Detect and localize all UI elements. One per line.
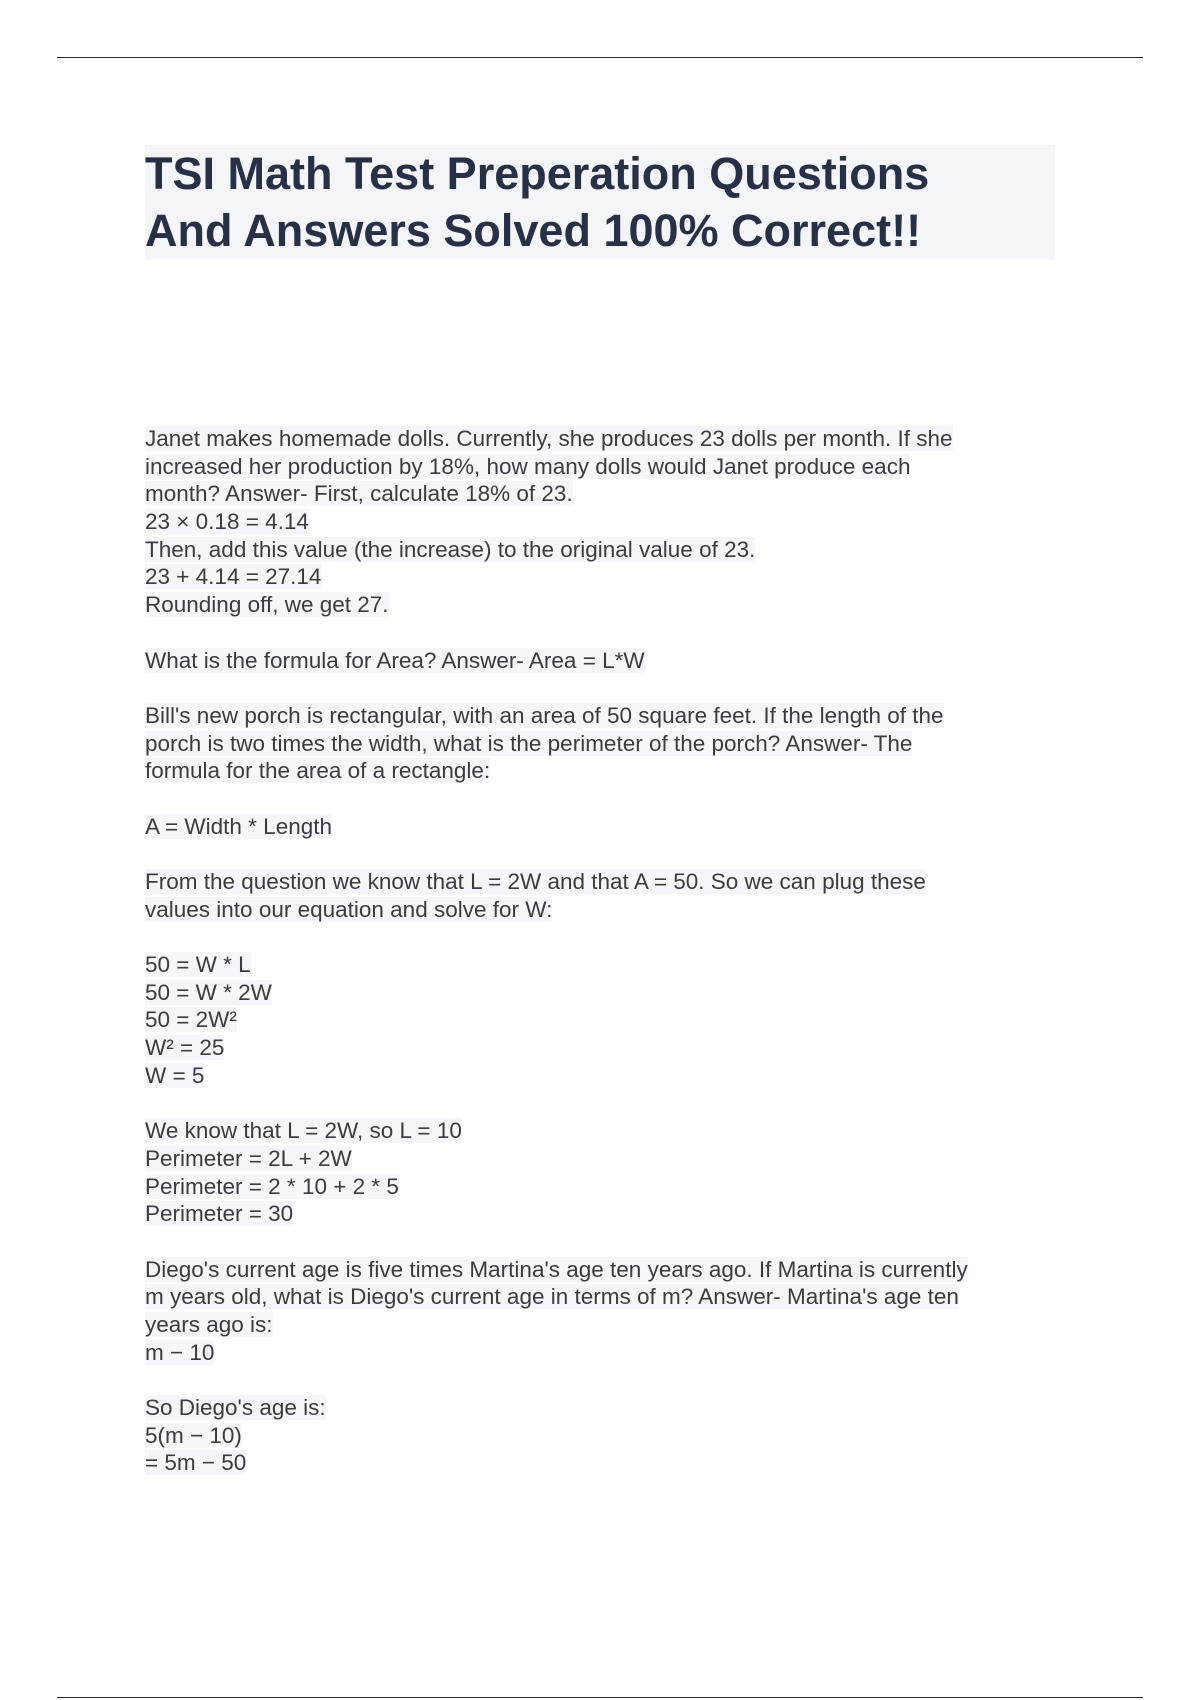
qa-item	[145, 647, 1065, 675]
text-line-content: Perimeter = 2L + 2W	[145, 1145, 352, 1171]
text-line-content: = 5m − 50	[145, 1450, 247, 1476]
text-line-content: We know that L = 2W, so L = 10	[145, 1118, 462, 1144]
text-line-content: 23 × 0.18 = 4.14	[145, 509, 309, 535]
text-line-content: years ago is:	[145, 1312, 273, 1337]
qa-item	[145, 1256, 1065, 1478]
bottom-rule	[57, 1697, 1143, 1698]
text-line	[145, 1394, 1065, 1422]
title-line-1: TSI Math Test Preperation Questions	[145, 148, 930, 199]
text-line	[145, 979, 1065, 1007]
text-line	[145, 508, 1065, 536]
text-line-content: formula for the area of a rectangle:	[145, 758, 491, 784]
text-line	[145, 1283, 1065, 1311]
text-line	[145, 1034, 1065, 1062]
blank-line	[145, 1366, 1065, 1394]
text-line-content: Bill's new porch is rectangular, with an area of 50 square feet. If the length of the	[145, 702, 944, 728]
text-line-content: increased her production by 18%, how many dolls would Janet produce each	[145, 453, 911, 479]
text-line-content: 50 = W * 2W	[145, 979, 272, 1005]
text-line	[145, 896, 1065, 924]
blank-line	[145, 840, 1065, 868]
text-line-content: W = 5	[145, 1062, 205, 1088]
top-rule	[57, 57, 1143, 58]
text-line-content: Diego's current age is five times Martina's age ten years ago. If Martina is currently	[145, 1256, 968, 1282]
text-line-content: month? Answer- First, calculate 18% of 23.	[145, 481, 573, 507]
text-line	[145, 1062, 1065, 1090]
title-line-2: And Answers Solved 100% Correct!!	[145, 205, 922, 256]
text-line	[145, 480, 1065, 508]
text-line	[145, 951, 1065, 979]
text-line	[145, 1449, 1065, 1477]
text-line-content: 5(m − 10)	[145, 1422, 242, 1448]
paragraph-gap	[145, 1228, 1065, 1256]
text-line	[145, 702, 1065, 730]
text-line-content: values into our equation and solve for W:	[145, 896, 553, 922]
text-line	[145, 1339, 1065, 1367]
text-line	[145, 1145, 1065, 1173]
text-line-content: Rounding off, we get 27.	[145, 592, 389, 618]
text-line	[145, 730, 1065, 758]
text-line	[145, 647, 1065, 675]
text-line-content: Janet makes homemade dolls. Currently, she produces 23 dolls per month. If she	[145, 426, 953, 451]
text-line	[145, 1173, 1065, 1201]
text-line-content: A = Width * Length	[145, 813, 332, 839]
qa-item	[145, 425, 1065, 619]
blank-line	[145, 785, 1065, 813]
text-line-content: So Diego's age is:	[145, 1395, 326, 1421]
text-line-content: Perimeter = 2 * 10 + 2 * 5	[145, 1173, 399, 1199]
text-line	[145, 868, 1065, 896]
text-line-content: Perimeter = 30	[145, 1201, 294, 1227]
blank-line	[145, 923, 1065, 951]
text-line-content: porch is two times the width, what is the perimeter of the porch? Answer- The	[145, 730, 913, 756]
text-line-content: What is the formula for Area? Answer- Area = L*W	[145, 647, 645, 673]
document-title	[145, 145, 1055, 259]
text-line	[145, 757, 1065, 785]
text-line-content: W² = 25	[145, 1035, 225, 1061]
text-line	[145, 591, 1065, 619]
text-line	[145, 536, 1065, 564]
text-line	[145, 563, 1065, 591]
text-line-content: Then, add this value (the increase) to the original value of 23.	[145, 536, 756, 562]
text-line	[145, 1200, 1065, 1228]
text-line	[145, 1311, 1065, 1339]
text-line-content: 23 + 4.14 = 27.14	[145, 564, 322, 590]
text-line	[145, 1006, 1065, 1034]
text-line	[145, 453, 1065, 481]
qa-item	[145, 702, 1065, 1228]
text-line-content: m years old, what is Diego's current age in terms of m? Answer- Martina's age ten	[145, 1284, 959, 1310]
text-line-content: 50 = W * L	[145, 952, 251, 978]
paragraph-gap	[145, 619, 1065, 647]
document-body	[145, 425, 1065, 1477]
text-line	[145, 1422, 1065, 1450]
paragraph-gap	[145, 674, 1065, 702]
text-line	[145, 813, 1065, 841]
text-line-content: 50 = 2W²	[145, 1007, 237, 1033]
text-line-content: m − 10	[145, 1339, 215, 1365]
blank-line	[145, 1090, 1065, 1118]
text-line-content: From the question we know that L = 2W and that A = 50. So we can plug these	[145, 869, 926, 894]
text-line	[145, 425, 1065, 453]
text-line	[145, 1117, 1065, 1145]
text-line	[145, 1256, 1065, 1284]
